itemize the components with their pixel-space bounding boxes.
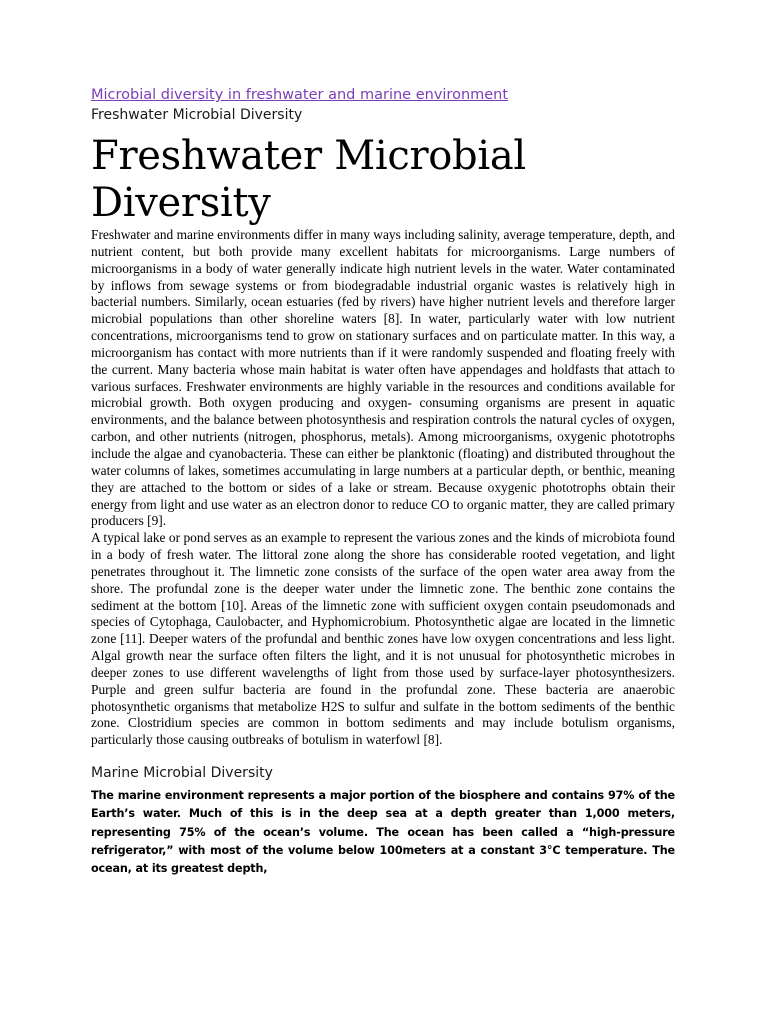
- freshwater-body: [91, 227, 675, 749]
- document-subtitle: Freshwater Microbial Diversity: [91, 107, 303, 123]
- marine-paragraph: The marine environment represents a major portion of the biosphere and contains 97% of the Earth’s water. Much of this is in the deep sea at a depth greater than 1,000 meters, representing 75% of the ocean’s volume. The ocean has been called a “high-pressure refrigerator,” with most of the volume below 100meters at a constant 3°C temperature. The ocean, at its greatest depth,: [91, 789, 675, 875]
- page-title: Freshwater Microbial Diversity: [91, 133, 526, 226]
- marine-section-heading: Marine Microbial Diversity: [91, 765, 273, 782]
- document-page: [91, 86, 675, 878]
- article-link[interactable]: Microbial diversity in freshwater and marine environment: [91, 87, 509, 103]
- freshwater-paragraph-1: Freshwater and marine environments differ in many ways including salinity, average temperature, depth, and nutrient content, but both provide many excellent habitats for microorganisms. Large numbers of microorganisms in a body of water generally indicate high nutrient levels in the water. Water contaminated by inflows from sewage systems or from biodegradable industrial organic wastes is relatively high in bacterial numbers. Similarly, ocean estuaries (fed by rivers) have higher nutrient levels and therefore larger microbial populations than other shoreline waters [8]. In water, particularly water with low nutrient concentrations, microorganisms tend to grow on stationary surfaces and on particulate matter. In this way, a microorganism has contact with more nutrients than if it were randomly suspended and floating freely with the current. Many bacteria whose main habitat is water often have appendages and holdfasts that attach to various surfaces. Freshwater environments are highly variable in the resources and conditions available for microbial growth. Both oxygen producing and oxygen- consuming organisms are present in aquatic environments, and the balance between photosynthesis and respiration controls the natural cycles of oxygen, carbon, and other nutrients (nitrogen, phosphorus, metals). Among microorganisms, oxygenic phototrophs include the algae and cyanobacteria. These can either be planktonic (floating) and distributed throughout the water columns of lakes, sometimes accumulating in large numbers at a particular depth, or benthic, meaning they are attached to the bottom or sides of a lake or stream. Because oxygenic phototrophs obtain their energy from light and use water as an electron donor to reduce CO to organic matter, they are called primary producers [9].: [91, 227, 675, 529]
- freshwater-paragraph-2: A typical lake or pond serves as an example to represent the various zones and the kinds of microbiota found in a body of fresh water. The littoral zone along the shore has considerable rooted vegetation, and light penetrates throughout it. The limnetic zone consists of the surface of the open water area away from the shore. The profundal zone is the deeper water under the limnetic zone. The benthic zone contains the sediment at the bottom [10]. Areas of the limnetic zone with sufficient oxygen contain pseudomonads and species of Cytophaga, Caulobacter, and Hyphomicrobium. Photosynthetic algae are located in the limnetic zone [11]. Deeper waters of the profundal and benthic zones have low oxygen concentrations and less light. Algal growth near the surface often filters the light, and it is not unusual for photosynthetic microbes in deeper zones to use different wavelengths of light from those used by surface-layer photosynthesizers. Purple and green sulfur bacteria are found in the profundal zone. These bacteria are anaerobic photosynthetic organisms that metabolize H2S to sulfur and sulfate in the bottom sediments of the benthic zone. Clostridium species are common in bottom sediments and may include botulism organisms, particularly those causing outbreaks of botulism in waterfowl [8].: [91, 530, 675, 748]
